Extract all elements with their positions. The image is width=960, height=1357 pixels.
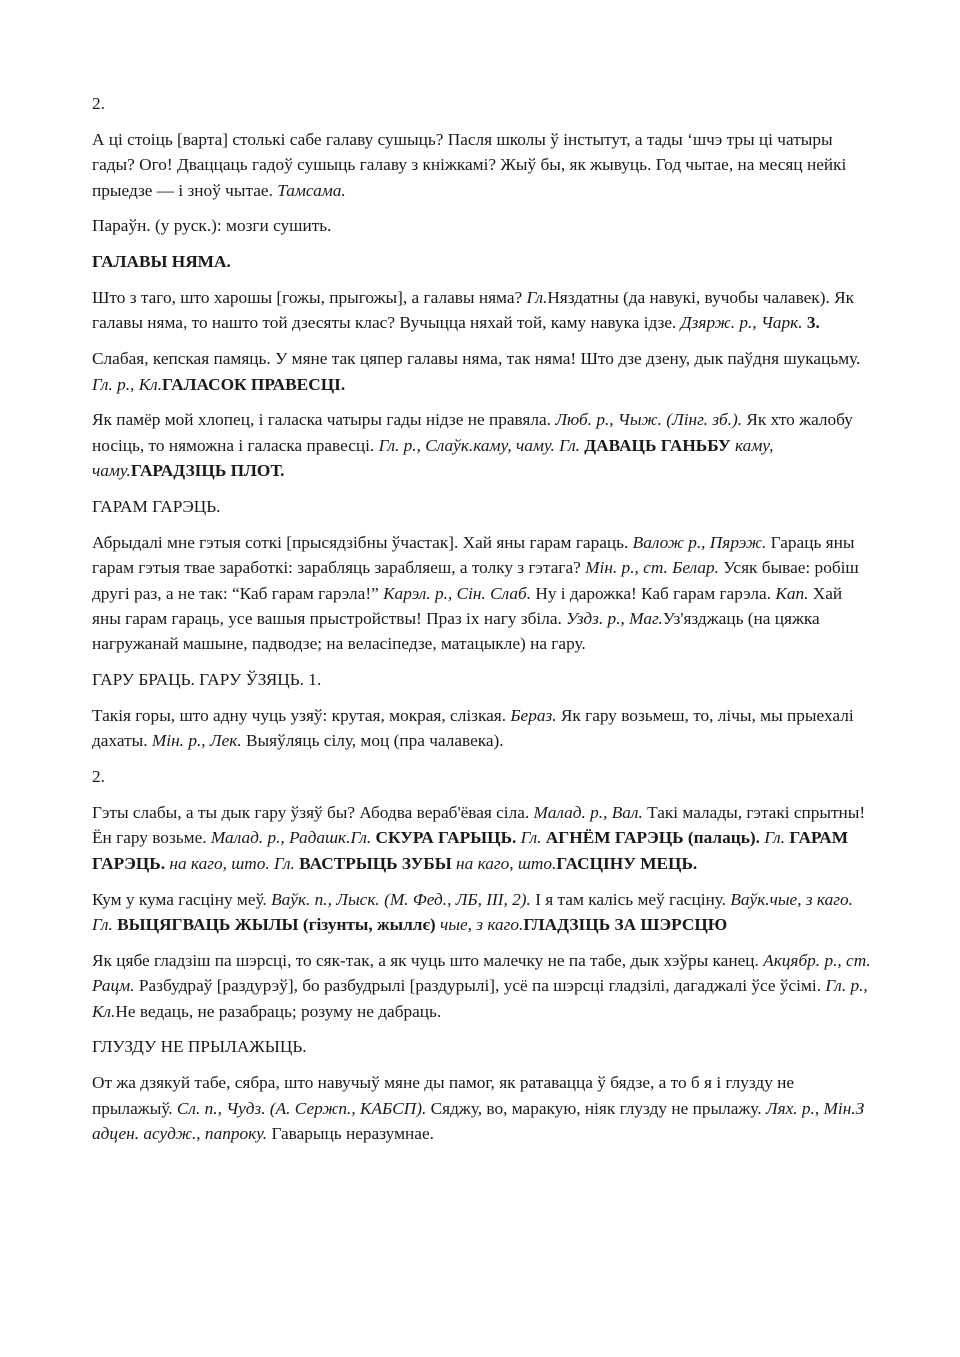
bold-run: ГЛАДЗІЦЬ ЗА ШЭРСЦЮ bbox=[523, 915, 728, 935]
text-run: Як цябе гладзіш па шэрсці, то сяк-так, а як чуць што малечку не па табе, дык хэўры канец. bbox=[92, 950, 764, 970]
text-run: 2. bbox=[92, 94, 105, 113]
paragraph bbox=[92, 800, 872, 876]
text-run: Што з таго, што харошы [гожы, прыгожы], а галавы няма? bbox=[92, 288, 527, 307]
italic-run: Карэл. р., Сін. Слаб. bbox=[383, 583, 532, 603]
paragraph bbox=[92, 127, 872, 203]
bold-run: ГАЛАВЫ НЯМА. bbox=[92, 252, 231, 272]
text-run: Абрыдалі мне гэтыя соткі [прысядзібны ўчастак]. Хай яны гарам гараць. bbox=[92, 532, 633, 552]
italic-run: Гл. bbox=[764, 828, 786, 848]
italic-run: Мін. р., Лек. bbox=[151, 731, 242, 751]
text-run: Усяк бывае: робіш другі раз, а не так: “Каб гарам гарэла!” bbox=[92, 558, 859, 603]
bold-run: СКУРА ГАРЫЦЬ. bbox=[375, 828, 517, 848]
text-run: А ці стоіць [варта] столькі сабе галаву сушыць? Пасля школы ў інстытут, а тады ‘шчэ тры ці чатыры гады? Ого! Дваццаць гадоў сушыць галаву з кніжкамі? Жыў бы, як жывуць. Год чытае, на месяц нейкі прыедзе — і зноў чытае. bbox=[92, 129, 847, 200]
bold-run: ВЫЦЯГВАЦЬ ЖЫЛЫ (гізунты, жыллє) bbox=[117, 915, 436, 935]
italic-run: Мін. р., ст. Белар. bbox=[585, 558, 719, 578]
bold-run: 3. bbox=[806, 313, 820, 333]
italic-run: Сл. п., Чудз. (А. Сержп., КАБСП). bbox=[176, 1098, 427, 1118]
italic-run: Ваўк.чые, з каго. Гл. bbox=[92, 889, 853, 935]
paragraph bbox=[92, 764, 872, 789]
bold-run: ГАЛАСОК ПРАВЕСЦІ. bbox=[162, 374, 346, 394]
text-run: ГЛУЗДУ НЕ ПРЫЛАЖЫЦЬ. bbox=[92, 1037, 307, 1057]
text-run: Слабая, кепская памяць. У мяне так цяпер галавы няма, так няма! Што дзе дзену, дык паўдня шукацьму. bbox=[92, 349, 861, 369]
text-run: Ну і дарожка! Каб гарам гарэла. bbox=[531, 583, 776, 603]
paragraph bbox=[92, 91, 872, 116]
italic-run: Тамсама. bbox=[277, 180, 346, 200]
text-run: Такі малады, гэтакі спрытны! Ён гару возьме. bbox=[92, 803, 866, 848]
text-run: Як гару возьмеш, то, лічы, мы прыехалі дахаты. bbox=[92, 706, 854, 751]
paragraph bbox=[92, 530, 872, 657]
text-run: Уз'язджаць (на цяжка нагружанай машыне, падводзе; на веласіпедзе, матацыкле) на гару. bbox=[92, 609, 820, 654]
text-run: Разбудраў [раздурэў], бо разбудрылі [раздурылі], усё па шэрсці гладзілі, дагаджалі ўсе ўсімі. bbox=[134, 976, 826, 996]
bold-run: ДАВАЦЬ ГАНЬБУ bbox=[584, 435, 731, 455]
text-run: Не ведаць, не разабраць; розуму не дабраць. bbox=[115, 1001, 442, 1021]
text-run: Як памёр мой хлопец, і галаска чатыры гады нідзе не правяла. bbox=[92, 410, 556, 430]
text-run: Сяджу, во, маракую, ніяк глузду не прылажу. bbox=[426, 1098, 766, 1118]
bold-run: ГАРАМ ГАРЭЦЬ. bbox=[92, 828, 849, 873]
italic-run: Лях. р., Мін.З адцен. асудж., папроку. bbox=[92, 1098, 865, 1144]
text-run: 2. bbox=[92, 767, 105, 787]
bold-run: ГАСЦІНУ МЕЦЬ. bbox=[556, 853, 698, 873]
text-run: Такія горы, што адну чуць узяў: крутая, мокрая, слізкая. bbox=[92, 706, 511, 726]
italic-run: на каго, што. Гл. bbox=[169, 853, 295, 873]
paragraph bbox=[92, 407, 872, 483]
text-run: От жа дзякуй табе, сябра, што навучыў мяне ды памог, як ратавацца ў бядзе, а то б я і глузду не прылажыў. bbox=[92, 1073, 795, 1118]
text-run: ГАРУ БРАЦЬ. ГАРУ ЎЗЯЦЬ. 1. bbox=[92, 670, 322, 690]
italic-run: Гл. bbox=[526, 288, 548, 307]
paragraph bbox=[92, 1070, 872, 1146]
paragraph bbox=[92, 346, 872, 397]
paragraph bbox=[92, 667, 872, 692]
text-run: Як хто жалобу носіць, то няможна і галаска правесці. bbox=[92, 410, 853, 455]
italic-run: Гл. р., Кл. bbox=[92, 374, 163, 394]
paragraph bbox=[92, 703, 872, 754]
italic-run: Малад. р., Вал. bbox=[533, 803, 643, 823]
italic-run: Люб. р., Чыж. (Лінг. зб.). bbox=[555, 410, 743, 430]
paragraph bbox=[92, 249, 872, 274]
text-run: Няздатны (да навукі, вучобы чалавек). Як галавы няма, то нашто той дзесяты клас? Вучыцца няхай той, каму навука ідзе. bbox=[92, 288, 855, 333]
italic-run: на каго, што. bbox=[456, 853, 557, 873]
paragraph bbox=[92, 1034, 872, 1059]
italic-run: Валож р., Пярэж. bbox=[632, 532, 767, 552]
italic-run: Гл. bbox=[520, 828, 542, 848]
text-run: ГАРАМ ГАРЭЦЬ. bbox=[92, 497, 221, 517]
bold-run: ВАСТРЫЦЬ ЗУБЫ bbox=[299, 853, 452, 873]
italic-run: каму, чаму. bbox=[92, 435, 774, 481]
text-run: Гаварыць неразумнае. bbox=[267, 1124, 434, 1144]
italic-run: Гл. р., Слаўк.каму, чаму. Гл. bbox=[378, 435, 580, 455]
text-run: Хай яны гарам гараць, усе вашыя прыстройствы! Праз іх нагу збіла. bbox=[92, 583, 843, 629]
italic-run: Малад. р., Радашк.Гл. bbox=[210, 828, 372, 848]
bold-run: АГНЁМ ГАРЭЦЬ (палаць). bbox=[545, 828, 760, 848]
paragraph bbox=[92, 285, 872, 336]
italic-run: чые, з каго. bbox=[440, 915, 524, 935]
paragraph bbox=[92, 887, 872, 938]
italic-run: Гл. р., Кл. bbox=[92, 976, 868, 1021]
italic-run: Акцябр. р., ст. Рацм. bbox=[92, 950, 871, 996]
italic-run: Уздз. р., Маг. bbox=[566, 609, 663, 629]
paragraph bbox=[92, 948, 872, 1024]
bold-run: ГАРАДЗІЦЬ ПЛОТ. bbox=[130, 461, 285, 481]
text-run: Гэты слабы, а ты дык гару ўзяў бы? Абодва вераб'ёвая сіла. bbox=[92, 803, 534, 823]
italic-run: Кап. bbox=[775, 583, 809, 603]
text-run: Кум у кума гасціну меў. bbox=[92, 889, 272, 909]
italic-run: Ваўк. п., Лыск. (М. Фед., ЛБ, III, 2). bbox=[271, 889, 531, 909]
text-run: І я там калісь меў гасціну. bbox=[530, 889, 731, 909]
italic-run: Бераз. bbox=[510, 706, 557, 726]
paragraph bbox=[92, 213, 872, 238]
text-run: Гараць яны гарам гэтыя твае заработкі: зарабляць зарабляеш, а толку з гэтага? bbox=[92, 532, 855, 578]
text-run: Выяўляць сілу, моц (пра чалавека). bbox=[241, 731, 504, 751]
document-page bbox=[92, 91, 872, 1157]
text-run: Параўн. (у руск.): мозги сушить. bbox=[92, 216, 332, 236]
italic-run: Дзярж. р., Чарк. bbox=[680, 313, 803, 333]
paragraph bbox=[92, 494, 872, 519]
